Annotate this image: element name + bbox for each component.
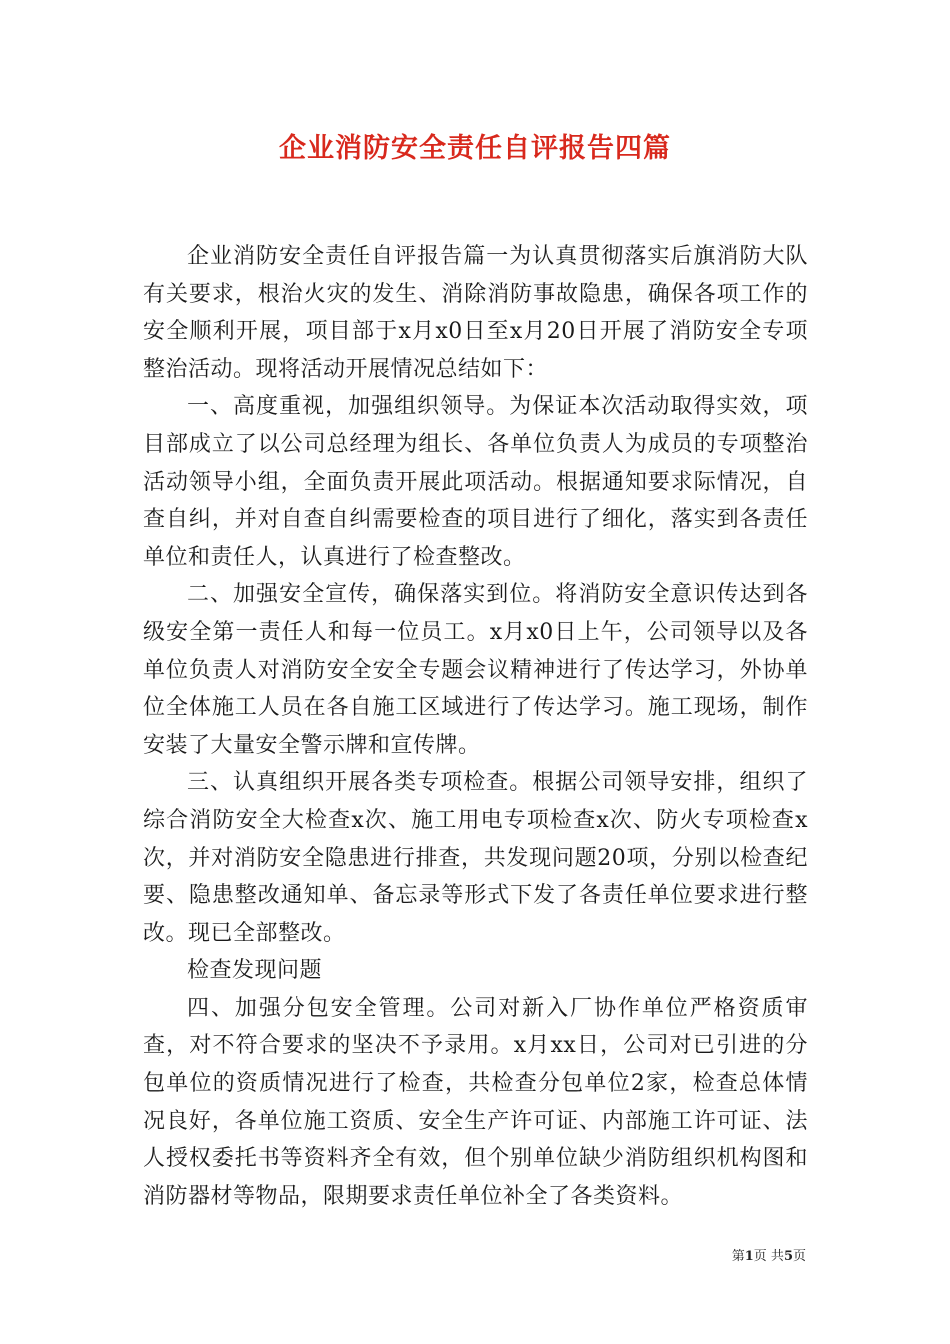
paragraph-section-3: 三、认真组织开展各类专项检查。根据公司领导安排，组织了综合消防安全大检查x次、施工用电专项检查x次、防火专项检查x次，并对消防安全隐患进行排查，共发现问题20项，分别以检查纪要、隐患整改通知单、备忘录等形式下发了各责任单位要求进行整改。现已全部整改。: [143, 770, 808, 946]
footer-current-page: 1: [744, 1249, 754, 1264]
paragraph-section-1: 一、高度重视，加强组织领导。为保证本次活动取得实效，项目部成立了以公司总经理为组长、各单位负责人为成员的专项整治活动领导小组，全面负责开展此项活动。根据通知要求际情况，自查自纠，并对自查自纠需要检查的项目进行了细化，落实到各责任单位和责任人，认真进行了检查整改。: [143, 394, 808, 570]
footer-suffix: 页: [792, 1249, 806, 1264]
footer-middle: 页 共: [753, 1249, 784, 1264]
paragraph-section-4: 四、加强分包安全管理。公司对新入厂协作单位严格资质审查，对不符合要求的坚决不予录用。x月xx日，公司对已引进的分包单位的资质情况进行了检查，共检查分包单位2家，检查总体情况良好，各单位施工资质、安全生产许可证、内部施工许可证、法人授权委托书等资料齐全有效，但个别单位缺少消防组织机构图和消防器材等物品，限期要求责任单位补全了各类资料。: [143, 995, 808, 1209]
document-title: 企业消防安全责任自评报告四篇: [279, 133, 671, 164]
page-number-footer: [732, 1245, 806, 1264]
paragraph-intro: 企业消防安全责任自评报告篇一为认真贯彻落实后旗消防大队有关要求，根治火灾的发生、消除消防事故隐患，确保各项工作的安全顺利开展，项目部于x月x0日至x月20日开展了消防安全专项整治活动。现将活动开展情况总结如下：: [143, 244, 808, 382]
paragraph-subheading: 检查发现问题: [187, 958, 323, 984]
footer-prefix: 第: [731, 1249, 745, 1264]
paragraph-section-2: 二、加强安全宣传，确保落实到位。将消防安全意识传达到各级安全第一责任人和每一位员工。x月x0日上午，公司领导以及各单位负责人对消防安全安全专题会议精神进行了传达学习，外协单位全体施工人员在各自施工区域进行了传达学习。施工现场，制作安装了大量安全警示牌和宣传牌。: [143, 582, 808, 758]
document-body: [143, 238, 808, 1215]
footer-total-pages: 5: [783, 1249, 793, 1264]
